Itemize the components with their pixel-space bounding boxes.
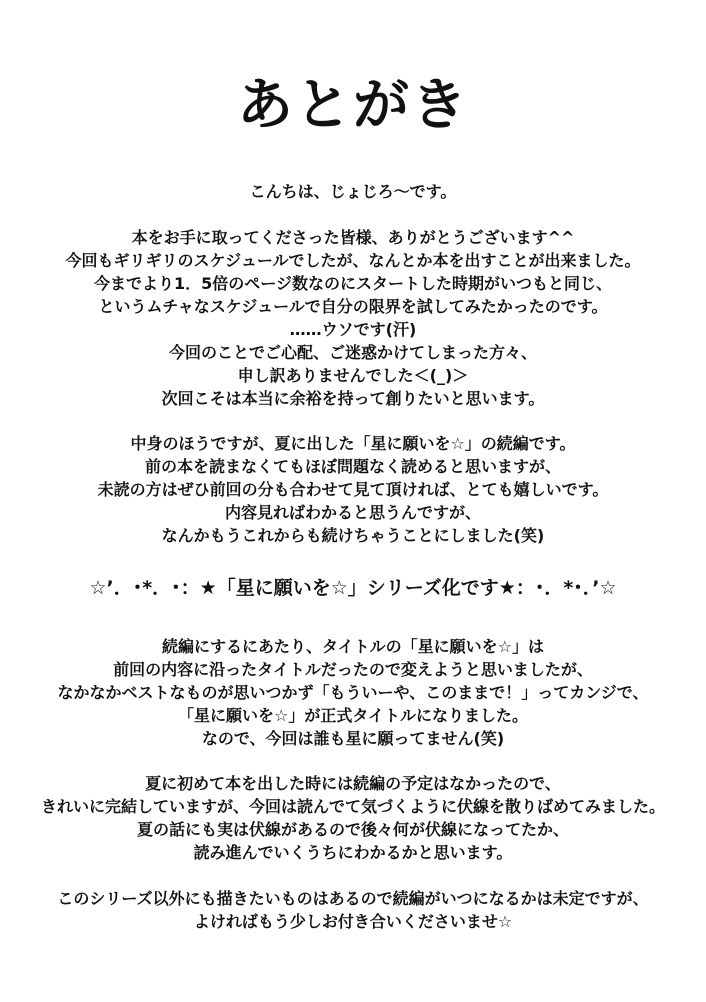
greeting-line: こんちは、じょじろ〜です。 xyxy=(249,182,457,201)
text-line: このシリーズ以外にも描きたいものはあるので続編がいつになるかは未定ですが、 xyxy=(57,889,649,908)
text-line: 夏に初めて本を出した時には続編の予定はなかったので、 xyxy=(145,774,561,793)
text-line: 続編にするにあたり、タイトルの「星に願いを☆」は xyxy=(161,637,545,656)
text-line: 「星に願いを☆」が正式タイトルになりました。 xyxy=(177,706,529,725)
series-headline: ☆’．･*．･：★「星に願いを☆」シリーズ化です★：･．*･．’☆ xyxy=(89,577,617,599)
text-line: 申し訳ありませんでした＜(_)＞ xyxy=(237,366,469,385)
text-line: 前の本を読まなくてもほぼ問題なく読めると思いますが、 xyxy=(144,457,561,476)
page-title: あとがき xyxy=(237,73,469,138)
text-line: きれいに完結していますが、今回は読んでて気づくように伏線を散りばめてみました。 xyxy=(40,797,665,816)
text-line: なんかもうこれからも続けちゃうことにしました(笑) xyxy=(161,526,545,545)
text-line: 夏の話にも実は伏線があるので後々何が伏線になってたか、 xyxy=(136,820,569,839)
text-line: 未読の方はぜひ前回の分も合わせて見て頂ければ、とても嬉しいです。 xyxy=(97,480,609,499)
text-line: 今回もギリギリのスケジュールでしたが、なんとか本を出すことが出来ました。 xyxy=(65,251,641,270)
text-line: というムチャなスケジュールで自分の限界を試してみたかったのです。 xyxy=(98,297,608,316)
text-line: 今回のことでご心配、ご迷惑かけてしまった方々、 xyxy=(168,343,537,362)
text-line: 次回こそは本当に余裕を持って創りたいと思います。 xyxy=(161,389,545,408)
text-line: 本をお手に取ってくださった皆様、ありがとうございます^^ xyxy=(131,228,575,247)
text-line: 読み進んでいくうちにわかるかと思います。 xyxy=(193,843,513,862)
text-line: 前回の内容に沿ったタイトルだったので変えようと思いましたが、 xyxy=(113,660,593,679)
text-line: 今までより1．5倍のページ数なのにスタートした時期がいつもと同じ、 xyxy=(94,274,612,293)
text-line: 内容見ればわかると思うんですが、 xyxy=(224,503,481,522)
text-line: ……ウソです(汗) xyxy=(289,320,417,339)
text-line: なかなかベストなものが思いつかず「もういーや、このままで！」ってカンジで、 xyxy=(57,683,649,702)
text-line: 中身のほうですが、夏に出した「星に願いを☆」の続編です。 xyxy=(130,434,576,453)
text-line: よければもう少しお付き合いくださいませ☆ xyxy=(193,912,513,931)
text-line: なので、今回は誰も星に願ってません(笑) xyxy=(201,729,505,748)
